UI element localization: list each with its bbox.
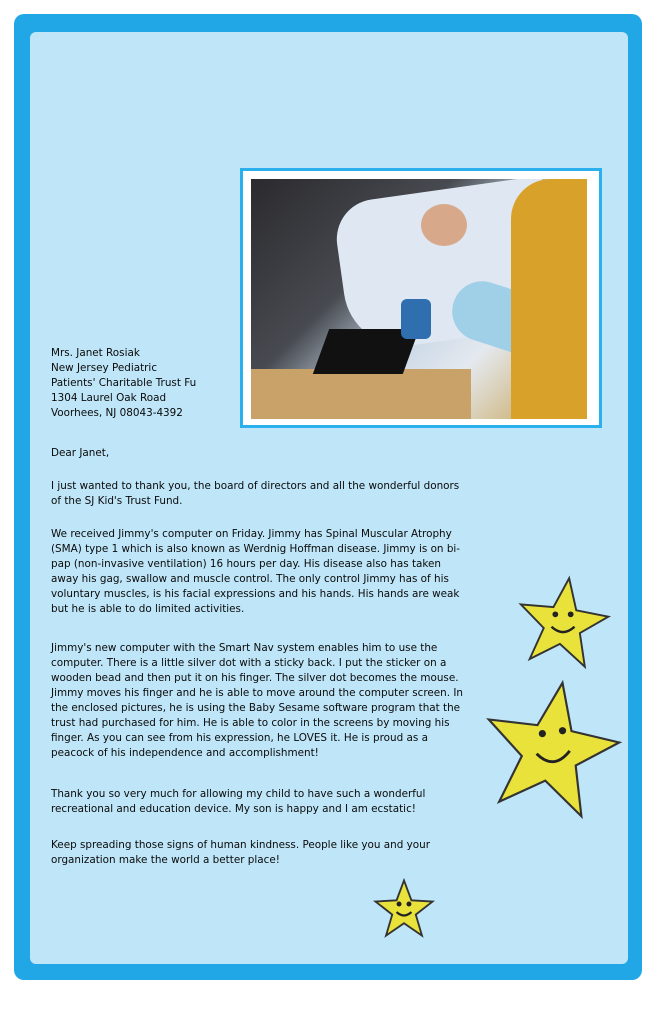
paragraph-condition: We received Jimmy's computer on Friday. Jimmy has Spinal Muscular Atrophy (SMA) type 1 which is also known as Werdnig Hoffman disease. Jimmy is on bi-pap (non-invasive ventilation) 16 hours per day. His disease also has taken away his gag, swallow and muscle control. The only control Jimmy has of his voluntary muscles, is his facial expressions and his hands. His hands are weak but he is able to do limited activities. bbox=[51, 528, 461, 615]
smiling-star-icon bbox=[476, 676, 626, 820]
address-line: Mrs. Janet Rosiak bbox=[51, 347, 140, 359]
smiling-star-icon bbox=[372, 878, 436, 940]
paragraph-computer: Jimmy's new computer with the Smart Nav system enables him to use the computer. There is a little silver dot with a sticky back. I put the sticker on a wooden bead and then put it on his finger. The silver dot becomes the mouse. Jimmy moves his finger and he is able to move around the computer screen. In the enclosed pictures, he is using the Baby Sesame software program that the trust had purchased for him. He is able to color in the screens by moving his finger. As you can see from his expression, he LOVES it. He is proud as a peacock of his independence and accomplishment! bbox=[51, 642, 464, 759]
smiling-star-icon bbox=[514, 574, 612, 670]
address-line: New Jersey Pediatric bbox=[51, 362, 158, 374]
paragraph-closing: Keep spreading those signs of human kindness. People like you and your organization make the world a better place! bbox=[51, 839, 430, 866]
greeting: Dear Janet, bbox=[51, 447, 110, 459]
paragraph-thanks: I just wanted to thank you, the board of directors and all the wonderful donors of the SJ Kid's Trust Fund. bbox=[51, 480, 460, 507]
paragraph-gratitude: Thank you so very much for allowing my child to have such a wonderful recreational and education device. My son is happy and I am ecstatic! bbox=[51, 788, 426, 815]
address-line: Patients' Charitable Trust Fu bbox=[51, 377, 197, 389]
address-line: 1304 Laurel Oak Road bbox=[51, 392, 167, 404]
address-line: Voorhees, NJ 08043-4392 bbox=[51, 407, 183, 419]
recipient-address bbox=[51, 346, 471, 421]
